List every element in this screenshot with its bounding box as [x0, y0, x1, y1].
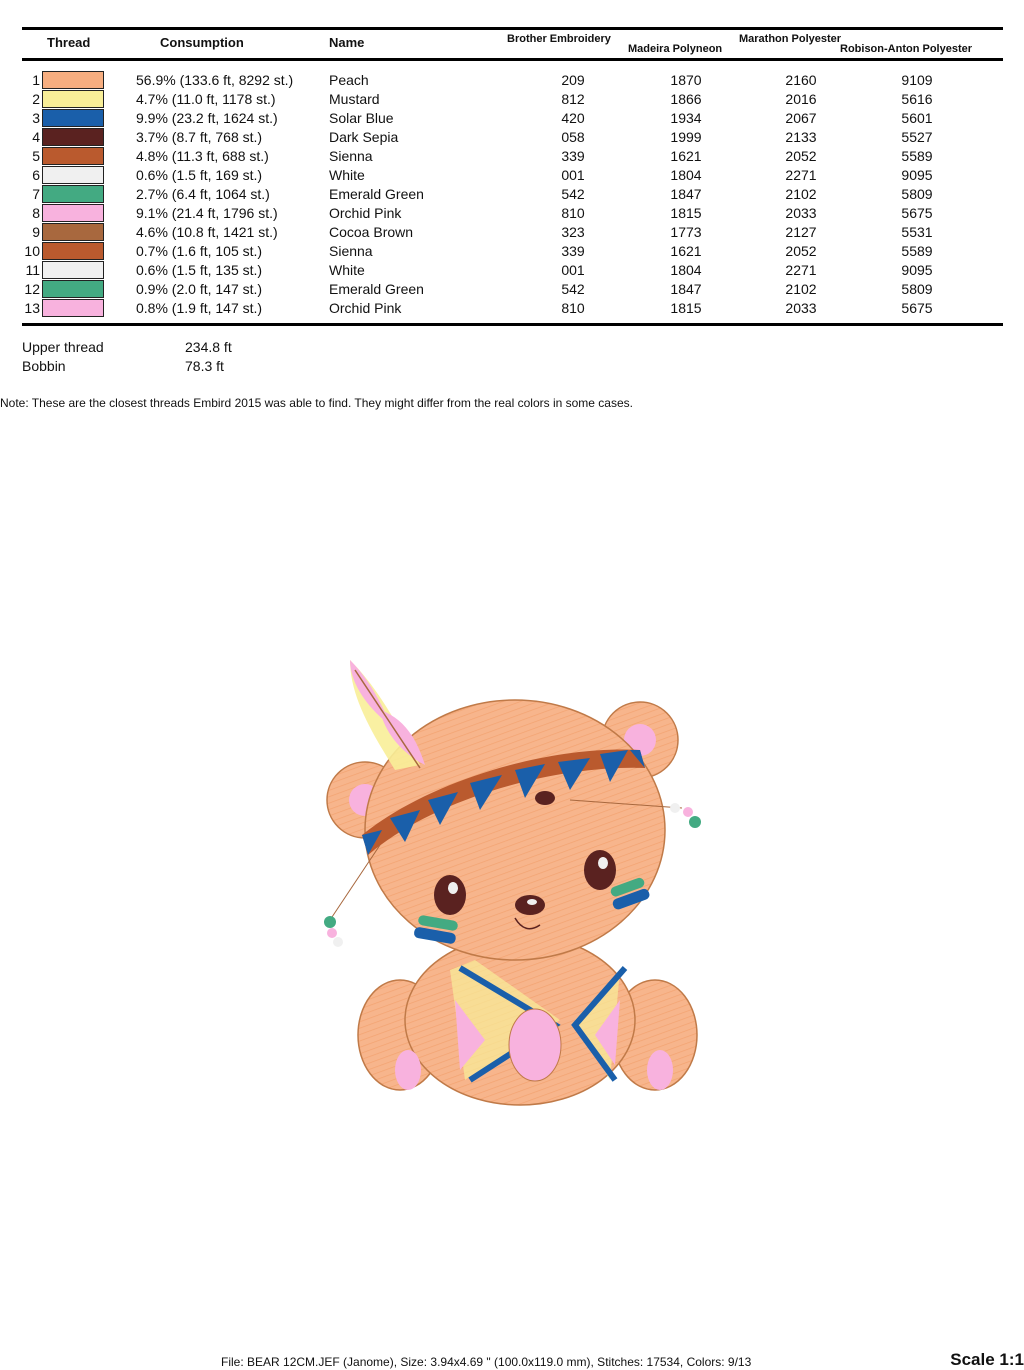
robison-code: 5809	[901, 281, 933, 297]
thread-name: Peach	[329, 72, 369, 88]
table-row	[0, 146, 1024, 165]
color-swatch	[42, 109, 104, 127]
thread-number: 7	[32, 186, 40, 202]
marathon-code: 2102	[785, 281, 817, 297]
table-bottom-rule	[22, 323, 1003, 326]
thread-number: 10	[24, 243, 40, 259]
thread-name: Orchid Pink	[329, 205, 402, 221]
thread-number: 13	[24, 300, 40, 316]
color-swatch	[42, 299, 104, 317]
consumption: 9.1% (21.4 ft, 1796 st.)	[136, 205, 278, 221]
thread-number: 6	[32, 167, 40, 183]
consumption: 3.7% (8.7 ft, 768 st.)	[136, 129, 263, 145]
table-row	[0, 108, 1024, 127]
madeira-code: 1934	[670, 110, 702, 126]
marathon-code: 2271	[785, 262, 817, 278]
thread-number: 4	[32, 129, 40, 145]
table-row	[0, 279, 1024, 298]
color-swatch	[42, 147, 104, 165]
consumption: 0.8% (1.9 ft, 147 st.)	[136, 300, 263, 316]
robison-code: 5616	[901, 91, 933, 107]
table-row	[0, 260, 1024, 279]
table-row	[0, 241, 1024, 260]
marathon-code: 2016	[785, 91, 817, 107]
embroidery-design-preview	[310, 650, 710, 1120]
brother-code: 812	[561, 91, 585, 107]
thread-name: Cocoa Brown	[329, 224, 414, 240]
thread-name: Emerald Green	[329, 186, 424, 202]
madeira-code: 1621	[670, 243, 702, 259]
robison-code: 5675	[901, 300, 933, 316]
bobbin-label: Bobbin	[22, 358, 66, 374]
header-name: Name	[329, 35, 365, 50]
consumption: 4.7% (11.0 ft, 1178 st.)	[136, 91, 276, 107]
marathon-code: 2033	[785, 205, 817, 221]
thread-number: 9	[32, 224, 40, 240]
brother-code: 001	[561, 167, 585, 183]
brother-code: 810	[561, 300, 585, 316]
color-swatch	[42, 71, 104, 89]
madeira-code: 1847	[670, 186, 702, 202]
robison-code: 5601	[901, 110, 933, 126]
brother-code: 058	[561, 129, 585, 145]
thread-number: 5	[32, 148, 40, 164]
color-swatch	[42, 166, 104, 184]
thread-number: 1	[32, 72, 40, 88]
madeira-code: 1870	[670, 72, 702, 88]
thread-name: White	[329, 262, 365, 278]
table-row	[0, 127, 1024, 146]
marathon-code: 2133	[785, 129, 817, 145]
thread-name: Mustard	[329, 91, 380, 107]
robison-code: 5527	[901, 129, 933, 145]
color-swatch	[42, 128, 104, 146]
header-consumption: Consumption	[160, 35, 244, 50]
marathon-code: 2160	[785, 72, 817, 88]
marathon-code: 2127	[785, 224, 817, 240]
robison-code: 5589	[901, 148, 933, 164]
thread-number: 2	[32, 91, 40, 107]
color-swatch	[42, 223, 104, 241]
marathon-code: 2052	[785, 148, 817, 164]
brother-code: 420	[561, 110, 585, 126]
thread-name: Dark Sepia	[329, 129, 399, 145]
marathon-code: 2271	[785, 167, 817, 183]
thread-name: Orchid Pink	[329, 300, 402, 316]
consumption: 0.7% (1.6 ft, 105 st.)	[136, 243, 263, 259]
robison-code: 9109	[901, 72, 933, 88]
consumption: 0.6% (1.5 ft, 169 st.)	[136, 167, 263, 183]
madeira-code: 1847	[670, 281, 702, 297]
color-swatch	[42, 242, 104, 260]
bear-embroidery-image	[310, 650, 710, 1120]
robison-code: 5675	[901, 205, 933, 221]
marathon-code: 2067	[785, 110, 817, 126]
madeira-code: 1815	[670, 205, 702, 221]
table-row	[0, 222, 1024, 241]
madeira-code: 1815	[670, 300, 702, 316]
brother-code: 542	[561, 281, 585, 297]
consumption: 2.7% (6.4 ft, 1064 st.)	[136, 186, 270, 202]
madeira-code: 1804	[670, 262, 702, 278]
consumption: 4.6% (10.8 ft, 1421 st.)	[136, 224, 278, 240]
marathon-code: 2033	[785, 300, 817, 316]
header-marathon: Marathon Polyester	[739, 33, 842, 45]
upper-thread-label: Upper thread	[22, 339, 104, 355]
robison-code: 9095	[901, 262, 933, 278]
marathon-code: 2052	[785, 243, 817, 259]
madeira-code: 1999	[670, 129, 702, 145]
file-info: File: BEAR 12CM.JEF (Janome), Size: 3.94x4.69 " (100.0x119.0 mm), Stitches: 17534, Colors: 9/13	[221, 1355, 752, 1369]
madeira-code: 1773	[670, 224, 702, 240]
thread-number: 11	[25, 262, 40, 278]
brother-code: 542	[561, 186, 585, 202]
consumption: 56.9% (133.6 ft, 8292 st.)	[136, 72, 294, 88]
header-robison: Robison-Anton Polyester	[840, 43, 973, 55]
brother-code: 323	[561, 224, 585, 240]
consumption: 9.9% (23.2 ft, 1624 st.)	[136, 110, 278, 126]
brother-code: 810	[561, 205, 585, 221]
table-row	[0, 203, 1024, 222]
header-madeira: Madeira Polyneon	[628, 43, 723, 55]
madeira-code: 1866	[670, 91, 702, 107]
thread-name: Sienna	[329, 148, 373, 164]
table-row	[0, 165, 1024, 184]
scale-label: Scale 1:1	[950, 1350, 1024, 1369]
table-row	[0, 184, 1024, 203]
thread-number: 8	[32, 205, 40, 221]
brother-code: 209	[561, 72, 585, 88]
color-swatch	[42, 185, 104, 203]
table-row	[0, 89, 1024, 108]
robison-code: 5809	[901, 186, 933, 202]
table-row	[0, 298, 1024, 317]
color-swatch	[42, 90, 104, 108]
thread-name: Sienna	[329, 243, 373, 259]
table-row	[0, 70, 1024, 89]
thread-note: Note: These are the closest threads Embird 2015 was able to find. They might differ from the real colors in some cases.	[0, 396, 633, 410]
header-thread: Thread	[47, 35, 91, 50]
header-brother: Brother Embroidery	[507, 33, 611, 45]
thread-name: Solar Blue	[329, 110, 394, 126]
consumption: 0.6% (1.5 ft, 135 st.)	[136, 262, 263, 278]
madeira-code: 1621	[670, 148, 702, 164]
color-swatch	[42, 261, 104, 279]
marathon-code: 2102	[785, 186, 817, 202]
robison-code: 9095	[901, 167, 933, 183]
bobbin-value: 78.3 ft	[185, 358, 224, 374]
color-swatch	[42, 280, 104, 298]
brother-code: 339	[561, 148, 585, 164]
consumption: 4.8% (11.3 ft, 688 st.)	[136, 148, 269, 164]
thread-name: Emerald Green	[329, 281, 424, 297]
consumption: 0.9% (2.0 ft, 147 st.)	[136, 281, 263, 297]
upper-thread-value: 234.8 ft	[185, 339, 232, 355]
brother-code: 001	[561, 262, 585, 278]
color-swatch	[42, 204, 104, 222]
thread-name: White	[329, 167, 365, 183]
thread-number: 12	[24, 281, 40, 297]
brother-code: 339	[561, 243, 585, 259]
robison-code: 5589	[901, 243, 933, 259]
madeira-code: 1804	[670, 167, 702, 183]
table-header-rule	[22, 58, 1003, 61]
robison-code: 5531	[901, 224, 933, 240]
table-top-rule	[22, 27, 1003, 30]
thread-number: 3	[32, 110, 40, 126]
